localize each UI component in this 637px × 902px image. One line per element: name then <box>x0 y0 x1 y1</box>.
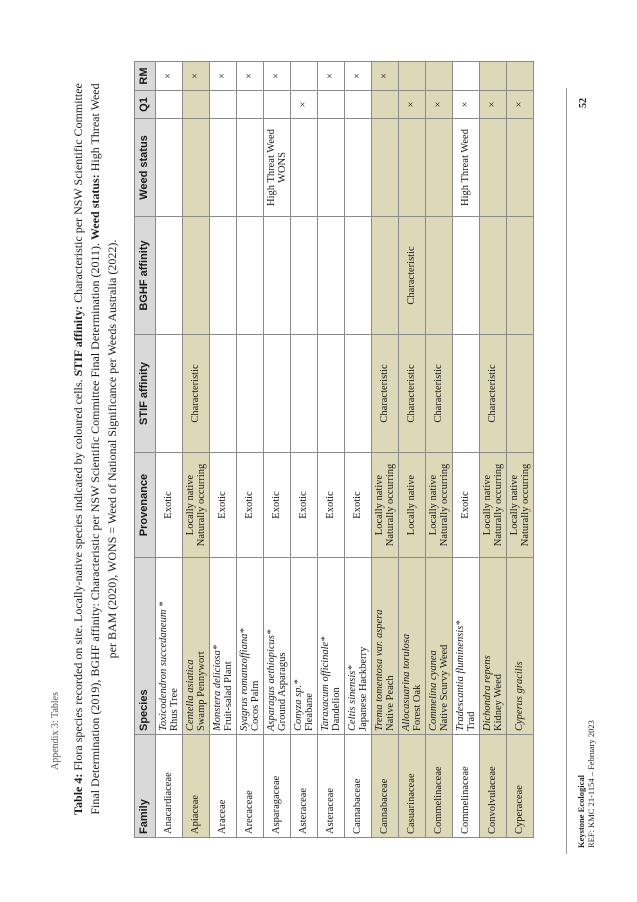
caption-text-3: High Threat Weed per BAM (2020), WONS = Weed of National Significance per Weeds Australia (2022). <box>88 83 119 659</box>
q1-cell <box>507 91 534 119</box>
common-name: Rhus Tree <box>169 688 180 731</box>
scientific-name: Monstera deliciosa* <box>211 644 223 731</box>
weed-cell <box>345 119 372 217</box>
family-name: Cannabaceae <box>379 778 391 834</box>
caption-text-2: Characteristic per NSW Scientific Committee Final Determination (2019), BGHF affinity: Characteristic per NSW Scientific Committee Final Determination (2011). <box>71 83 102 815</box>
rm-cell <box>453 62 480 91</box>
stif-cell <box>453 335 480 453</box>
provenance-line: Locally native <box>406 474 418 536</box>
provenance-cell <box>507 453 534 558</box>
family-cell <box>291 735 318 838</box>
stif-cell <box>507 335 534 453</box>
table-row <box>183 62 210 838</box>
scientific-name: Toxicodendron succedaneum * <box>157 601 169 731</box>
provenance-line-2: Naturally occurring <box>493 463 504 547</box>
q1-cell <box>480 91 507 119</box>
stif-cell <box>426 335 453 453</box>
provenance-cell <box>372 453 399 558</box>
caption-label: Table 4: <box>71 773 85 815</box>
family-cell <box>453 735 480 838</box>
common-name: Cocos Palm <box>250 680 261 731</box>
footer-ref: REF: KMC 21-1154 – February 2023 <box>586 720 596 848</box>
species-cell <box>210 558 237 735</box>
footer-org: Keystone Ecological <box>576 775 586 848</box>
header-family: Family <box>135 735 156 838</box>
family-name: Commelinaceae <box>460 766 472 834</box>
common-name: Forest Oak <box>412 684 423 731</box>
family-cell <box>399 735 426 838</box>
table-row <box>399 62 426 838</box>
common-name: Ground Asparagus <box>277 652 288 731</box>
provenance-cell <box>183 453 210 558</box>
bghf-cell <box>156 217 183 335</box>
common-name: Japanese Hackberry <box>358 646 369 731</box>
table-body <box>156 62 534 838</box>
family-name: Apiaceae <box>190 794 202 834</box>
q1-cell <box>399 91 426 119</box>
rm-mark: × <box>325 73 337 79</box>
table-caption <box>68 79 121 819</box>
bghf-value: Characteristic <box>406 246 418 305</box>
q1-mark: × <box>487 101 499 108</box>
caption-stif-label: STIF affinity: <box>71 305 85 377</box>
table-row <box>237 62 264 838</box>
rm-cell <box>291 62 318 91</box>
scientific-name: Conyza sp.* <box>292 679 304 731</box>
stif-cell <box>372 335 399 453</box>
scientific-name: Syagrus romanzoffiana* <box>238 628 250 731</box>
species-cell <box>507 558 534 735</box>
weed-cell <box>507 119 534 217</box>
stif-value: Characteristic <box>406 364 418 423</box>
provenance-line: Exotic <box>298 491 310 519</box>
bghf-cell <box>480 217 507 335</box>
rm-cell <box>318 62 345 91</box>
q1-cell <box>453 91 480 119</box>
bghf-cell <box>237 217 264 335</box>
table-row <box>453 62 480 838</box>
provenance-line: Exotic <box>352 491 364 519</box>
rm-cell <box>156 62 183 91</box>
q1-cell <box>291 91 318 119</box>
family-name: Asparagaceae <box>271 775 283 834</box>
family-cell <box>264 735 291 838</box>
provenance-cell <box>399 453 426 558</box>
footer <box>576 628 596 848</box>
q1-mark: × <box>433 101 445 108</box>
footer-divider <box>566 88 567 854</box>
rm-mark: × <box>244 73 256 79</box>
bghf-cell <box>264 217 291 335</box>
stif-value: Characteristic <box>487 364 499 423</box>
weed-status-2: WONS <box>277 152 288 183</box>
bghf-cell <box>426 217 453 335</box>
family-cell <box>318 735 345 838</box>
weed-cell <box>426 119 453 217</box>
provenance-cell <box>291 453 318 558</box>
table-row <box>345 62 372 838</box>
family-cell <box>372 735 399 838</box>
rm-cell <box>507 62 534 91</box>
provenance-line: Exotic <box>271 491 283 519</box>
species-cell <box>426 558 453 735</box>
species-cell <box>156 558 183 735</box>
q1-mark: × <box>406 101 418 108</box>
family-name: Arecaceae <box>244 790 256 834</box>
family-name: Asteraceae <box>298 787 310 834</box>
rm-cell <box>480 62 507 91</box>
common-name: Native Peach <box>385 675 396 731</box>
header-provenance: Provenance <box>135 453 156 558</box>
stif-cell <box>399 335 426 453</box>
header-weed: Weed status <box>135 119 156 217</box>
provenance-line: Locally native <box>427 474 439 536</box>
q1-mark: × <box>460 101 472 108</box>
bghf-cell <box>318 217 345 335</box>
table-row <box>156 62 183 838</box>
provenance-line: Locally native <box>508 474 520 536</box>
provenance-line: Exotic <box>325 491 337 519</box>
family-cell <box>183 735 210 838</box>
species-cell <box>318 558 345 735</box>
common-name: Trad <box>466 711 477 731</box>
common-name: Dandelion <box>331 687 342 731</box>
provenance-line: Exotic <box>460 491 472 519</box>
weed-cell <box>453 119 480 217</box>
scientific-name: Cyperus gracilis <box>514 661 526 731</box>
scientific-name: Allocasuarina torulosa <box>400 633 412 731</box>
scientific-name: Commelina cyanea <box>427 650 439 731</box>
rm-cell <box>426 62 453 91</box>
species-cell <box>345 558 372 735</box>
scientific-name: Centella asiatica <box>184 659 196 731</box>
stif-cell <box>480 335 507 453</box>
species-cell <box>453 558 480 735</box>
q1-cell <box>372 91 399 119</box>
common-name: Swamp Pennywort <box>196 651 207 731</box>
provenance-line: Exotic <box>244 491 256 519</box>
species-cell <box>480 558 507 735</box>
bghf-cell <box>453 217 480 335</box>
family-cell <box>156 735 183 838</box>
q1-cell <box>345 91 372 119</box>
caption-weed-label: Weed status: <box>88 174 102 240</box>
stif-cell <box>264 335 291 453</box>
family-name: Commelinaceae <box>433 766 445 834</box>
family-name: Asteraceae <box>325 787 337 834</box>
rm-mark: × <box>163 73 175 79</box>
weed-cell <box>210 119 237 217</box>
common-name: Fleabane <box>304 693 315 731</box>
family-name: Casuarinaceae <box>406 773 418 834</box>
scientific-name: Dichondra repens <box>481 655 493 731</box>
provenance-line-2: Naturally occurring <box>520 463 531 547</box>
bghf-cell <box>210 217 237 335</box>
table-row <box>507 62 534 838</box>
rm-cell <box>210 62 237 91</box>
species-cell <box>399 558 426 735</box>
q1-mark: × <box>298 101 310 108</box>
provenance-line: Exotic <box>163 491 175 519</box>
rm-cell <box>183 62 210 91</box>
provenance-line: Exotic <box>217 491 229 519</box>
stif-cell <box>156 335 183 453</box>
stif-cell <box>210 335 237 453</box>
family-name: Cannabaceae <box>352 778 364 834</box>
weed-status: High Threat Weed <box>265 129 277 206</box>
q1-cell <box>426 91 453 119</box>
stif-cell <box>183 335 210 453</box>
landscape-content <box>68 60 573 838</box>
table-header-row <box>135 62 156 838</box>
weed-cell <box>480 119 507 217</box>
common-name: Kidney Weed <box>493 674 504 731</box>
common-name: Native Scurvy Weed <box>439 644 450 731</box>
rm-mark: × <box>217 73 229 79</box>
species-cell <box>237 558 264 735</box>
weed-cell <box>372 119 399 217</box>
q1-cell <box>264 91 291 119</box>
scientific-name: Taraxacum officinale* <box>319 636 331 731</box>
bghf-cell <box>399 217 426 335</box>
provenance-cell <box>453 453 480 558</box>
flora-table <box>134 61 534 838</box>
provenance-cell <box>345 453 372 558</box>
family-cell <box>237 735 264 838</box>
rm-cell <box>345 62 372 91</box>
provenance-cell <box>210 453 237 558</box>
scientific-name: Asparagus aethiopicus* <box>265 629 277 731</box>
stif-value: Characteristic <box>433 364 445 423</box>
table-row <box>264 62 291 838</box>
scientific-name: Trema tomentosa var. aspera <box>373 609 385 731</box>
q1-mark: × <box>514 101 526 108</box>
bghf-cell <box>183 217 210 335</box>
family-name: Anacardiaceae <box>163 772 175 834</box>
bghf-cell <box>345 217 372 335</box>
q1-cell <box>156 91 183 119</box>
stif-value: Characteristic <box>190 364 202 423</box>
q1-cell <box>210 91 237 119</box>
table-row <box>480 62 507 838</box>
weed-cell <box>156 119 183 217</box>
family-cell <box>426 735 453 838</box>
rm-cell <box>264 62 291 91</box>
provenance-cell <box>237 453 264 558</box>
weed-cell <box>399 119 426 217</box>
weed-status: High Threat Weed <box>460 129 472 206</box>
family-cell <box>210 735 237 838</box>
table-row <box>291 62 318 838</box>
scientific-name: Celtis sinensis* <box>346 665 358 731</box>
stif-cell <box>237 335 264 453</box>
provenance-line-2: Naturally occurring <box>385 463 396 547</box>
rm-mark: × <box>379 73 391 79</box>
species-cell <box>291 558 318 735</box>
family-name: Convolvulaceae <box>487 766 499 834</box>
header-bghf: BGHF affinity <box>135 217 156 335</box>
header-stif: STIF affinity <box>135 335 156 453</box>
page-number: 52 <box>578 98 589 108</box>
provenance-line: Locally native <box>481 474 493 536</box>
provenance-cell <box>426 453 453 558</box>
table-row <box>318 62 345 838</box>
header-rm: RM <box>135 62 156 91</box>
header-q1: Q1 <box>135 91 156 119</box>
appendix-label: Appendix 3: Tables <box>50 692 61 770</box>
weed-cell <box>237 119 264 217</box>
q1-cell <box>183 91 210 119</box>
provenance-cell <box>264 453 291 558</box>
species-cell <box>183 558 210 735</box>
family-name: Cyperaceae <box>514 785 526 834</box>
provenance-cell <box>318 453 345 558</box>
weed-cell <box>183 119 210 217</box>
rm-cell <box>399 62 426 91</box>
family-name: Araceae <box>217 799 229 834</box>
family-cell <box>345 735 372 838</box>
q1-cell <box>237 91 264 119</box>
table-row <box>372 62 399 838</box>
provenance-cell <box>156 453 183 558</box>
family-cell <box>480 735 507 838</box>
species-cell <box>264 558 291 735</box>
rm-cell <box>372 62 399 91</box>
family-cell <box>507 735 534 838</box>
rm-mark: × <box>271 73 283 79</box>
provenance-line-2: Naturally occurring <box>439 463 450 547</box>
rm-mark: × <box>352 73 364 79</box>
stif-value: Characteristic <box>379 364 391 423</box>
species-cell <box>372 558 399 735</box>
table-row <box>210 62 237 838</box>
bghf-cell <box>507 217 534 335</box>
provenance-line-2: Naturally occurring <box>196 463 207 547</box>
header-species: Species <box>135 558 156 735</box>
provenance-line: Locally native <box>184 474 196 536</box>
common-name: Fruit-salad Plant <box>223 661 234 731</box>
table-row <box>426 62 453 838</box>
weed-cell <box>318 119 345 217</box>
stif-cell <box>291 335 318 453</box>
bghf-cell <box>372 217 399 335</box>
bghf-cell <box>291 217 318 335</box>
q1-cell <box>318 91 345 119</box>
rm-mark: × <box>190 73 202 79</box>
stif-cell <box>318 335 345 453</box>
provenance-cell <box>480 453 507 558</box>
weed-cell <box>264 119 291 217</box>
provenance-line: Locally native <box>373 474 385 536</box>
stif-cell <box>345 335 372 453</box>
rm-cell <box>237 62 264 91</box>
caption-text-1: Flora species recorded on site. Locally-native species indicated by coloured cells. <box>71 376 85 774</box>
weed-cell <box>291 119 318 217</box>
scientific-name: Tradescantia fluminensis* <box>454 620 466 731</box>
